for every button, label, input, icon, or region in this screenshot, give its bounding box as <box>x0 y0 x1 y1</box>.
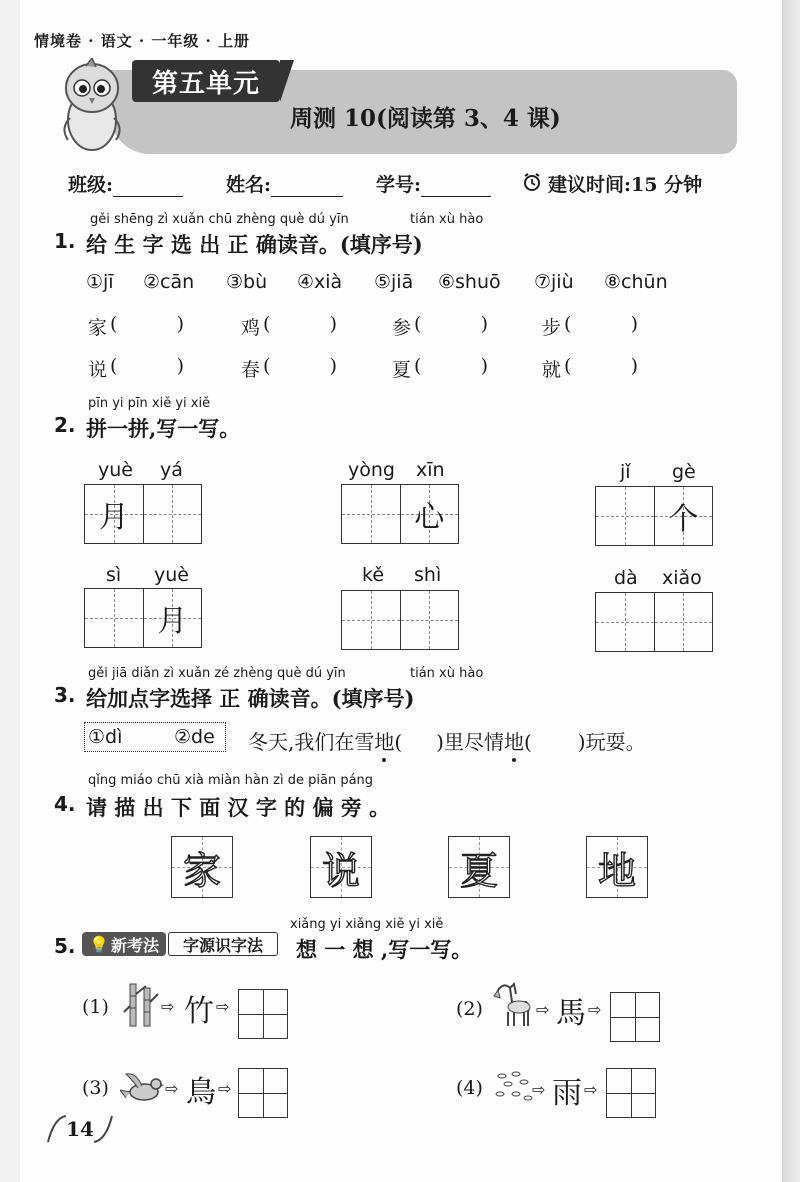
q3-sentence-part: )里尽情 <box>436 730 504 754</box>
q4-trace-box[interactable] <box>448 836 510 898</box>
q1-option: ②cān <box>143 271 195 293</box>
q2-given-char <box>401 591 459 649</box>
arrow-right-icon: ⇨ <box>165 1079 179 1098</box>
q1-answer-blank[interactable]: ( ) <box>414 313 488 335</box>
q2-pinyin-syllable: yá <box>160 459 183 481</box>
q1-option: ⑥shuō <box>438 271 501 293</box>
q3-option: ①dì <box>88 726 123 748</box>
q2-given-char <box>596 593 654 651</box>
q2-given-char: 月 <box>98 500 129 535</box>
arrow-right-icon: ⇨ <box>588 1000 602 1019</box>
q5-ancient-form: 雨 <box>552 1076 582 1111</box>
q2-pinyin-syllable: yuè <box>154 564 189 586</box>
page-edge-shadow <box>782 0 800 1182</box>
q1-char: 参 <box>392 317 412 339</box>
q5-answer-box[interactable] <box>238 1068 288 1118</box>
q1-answer-blank[interactable]: ( ) <box>110 313 184 335</box>
q2-given-char <box>596 487 654 545</box>
q5-item-label: (3) <box>82 1077 109 1099</box>
horse-picture-icon <box>490 980 534 1030</box>
running-head: 情境卷 · 语文 · 一年级 · 上册 <box>34 32 251 50</box>
q2-pinyin-syllable: gè <box>672 461 696 483</box>
bamboo-picture-icon <box>122 982 160 1028</box>
q3-pinyin-tail: tián xù hào <box>410 666 484 681</box>
q1-char: 家 <box>88 317 108 339</box>
q1-char: 步 <box>542 317 562 339</box>
q5-answer-box[interactable] <box>610 992 660 1042</box>
q1-answer-blank[interactable]: ( ) <box>414 355 488 377</box>
q2-writing-grid[interactable] <box>84 588 202 648</box>
q3-sentence <box>248 726 646 755</box>
q5-instruction: 想 一 想 ,写一写。 <box>296 937 473 962</box>
q4-number: 4. <box>54 792 76 816</box>
q3-number: 3. <box>54 683 76 707</box>
bird-mascot-icon <box>56 58 128 154</box>
q2-number: 2. <box>54 413 76 437</box>
id-blank[interactable] <box>421 177 491 197</box>
name-field[interactable] <box>226 170 343 197</box>
arrow-right-icon: ⇨ <box>218 1079 232 1098</box>
q2-writing-grid[interactable] <box>84 484 202 544</box>
q4-trace-box[interactable] <box>310 836 372 898</box>
class-label: 班级: <box>68 174 114 196</box>
q4-trace-box[interactable] <box>171 836 233 898</box>
q1-char: 说 <box>88 359 108 381</box>
q2-pinyin-syllable: dà <box>614 567 638 589</box>
q1-pinyin: gěi shēng zì xuǎn chū zhèng què dú yīn <box>90 212 349 227</box>
q5-answer-box[interactable] <box>606 1068 656 1118</box>
name-label: 姓名: <box>226 174 272 196</box>
q5-answer-box[interactable] <box>238 989 288 1039</box>
q3-dotted-char: 地 <box>374 726 394 755</box>
q2-given-char <box>342 591 400 649</box>
page-number: 14 <box>66 1117 94 1141</box>
q3-dotted-char: 地 <box>504 726 524 755</box>
class-blank[interactable] <box>113 177 183 197</box>
q1-char: 就 <box>542 359 562 381</box>
q4-instruction: 请 描 出 下 面 汉 字 的 偏 旁 。 <box>86 795 391 820</box>
q2-pinyin-syllable: jǐ <box>620 461 631 483</box>
arrow-right-icon: ⇨ <box>536 1000 550 1019</box>
name-blank[interactable] <box>271 177 343 197</box>
q1-answer-blank[interactable]: ( ) <box>263 355 337 377</box>
q1-option: ⑦jiù <box>534 271 574 293</box>
q1-instruction: 给 生 字 选 出 正 确读音。(填序号) <box>86 232 423 257</box>
q2-given-char <box>85 589 143 647</box>
arrow-right-icon: ⇨ <box>161 997 175 1016</box>
q2-pinyin-syllable: shì <box>414 564 442 586</box>
q1-char: 鸡 <box>241 317 261 339</box>
class-field[interactable] <box>68 170 183 197</box>
q2-given-char <box>144 485 202 543</box>
q5-ancient-form: 竹 <box>184 994 214 1029</box>
q3-paren-open: ( <box>523 730 532 754</box>
q2-given-char: 心 <box>414 500 445 535</box>
q2-pinyin-syllable: kě <box>362 564 385 586</box>
q2-pinyin-syllable: sì <box>106 564 122 586</box>
id-label: 学号: <box>376 174 422 196</box>
q1-option: ③bù <box>226 271 268 293</box>
q1-answer-blank[interactable]: ( ) <box>564 355 638 377</box>
id-field[interactable] <box>376 170 491 197</box>
q2-given-char: 月 <box>157 604 188 639</box>
q2-writing-grid[interactable] <box>341 484 459 544</box>
q4-trace-char: 夏 <box>459 848 498 893</box>
q1-option: ⑧chūn <box>604 271 668 293</box>
q5-item-label: (4) <box>456 1077 483 1099</box>
q1-pinyin-tail: tián xù hào <box>410 212 484 227</box>
new-method-label: 新考法 <box>110 935 159 955</box>
q5-ancient-form: 馬 <box>556 996 586 1031</box>
q2-given-char: 个 <box>668 502 699 537</box>
q3-paren-open: ( <box>394 730 403 754</box>
q2-writing-grid[interactable] <box>595 486 713 546</box>
q2-pinyin-syllable: xīn <box>416 459 445 481</box>
q4-trace-char: 家 <box>182 848 221 893</box>
q1-answer-blank[interactable]: ( ) <box>263 313 337 335</box>
q1-option: ①jī <box>86 271 114 293</box>
q2-pinyin-syllable: yuè <box>98 459 133 481</box>
arrow-right-icon: ⇨ <box>216 997 230 1016</box>
raindrops-picture-icon <box>494 1070 534 1104</box>
q2-writing-grid[interactable] <box>341 590 459 650</box>
arrow-right-icon: ⇨ <box>532 1080 546 1099</box>
method-type-badge: 字源识字法 <box>168 932 278 956</box>
q4-trace-box[interactable] <box>586 836 648 898</box>
q1-char: 夏 <box>392 359 412 381</box>
lightbulb-icon: 💡 <box>89 934 109 954</box>
q2-given-char <box>655 593 713 651</box>
arrow-right-icon: ⇨ <box>584 1080 598 1099</box>
q3-sentence-part: 冬天,我们在雪 <box>248 730 375 754</box>
q2-writing-grid[interactable] <box>595 592 713 652</box>
q4-trace-char: 说 <box>321 848 360 893</box>
q5-pinyin: xiǎng yi xiǎng xiě yi xiě <box>290 917 444 932</box>
q3-sentence-part: )玩耍。 <box>577 730 646 754</box>
q3-pinyin: gěi jiā diǎn zì xuǎn zé zhèng què dú yīn <box>88 666 346 681</box>
alarm-clock-icon <box>522 172 542 192</box>
time-hint: 建议时间:15 分钟 <box>548 174 703 196</box>
q2-pinyin-syllable: yòng <box>348 459 395 481</box>
q2-instruction: 拼一拼,写一写。 <box>86 416 241 441</box>
new-method-badge <box>82 932 166 956</box>
bird-picture-icon <box>120 1068 164 1108</box>
q4-pinyin: qǐng miáo chū xià miàn hàn zì de piān páng <box>88 773 374 788</box>
q5-number: 5. <box>54 934 76 958</box>
q1-option: ⑤jiā <box>374 271 414 293</box>
q1-option: ④xià <box>297 271 343 293</box>
q2-pinyin: pīn yi pīn xiě yi xiě <box>88 396 211 411</box>
page-title: 周测 10(阅读第 3、4 课) <box>290 105 561 132</box>
q5-item-label: (2) <box>456 998 483 1020</box>
q5-ancient-form: 鳥 <box>186 1075 216 1110</box>
q3-option: ②de <box>174 726 215 748</box>
q2-given-char <box>342 485 400 543</box>
q1-char: 春 <box>241 359 261 381</box>
q1-answer-blank[interactable]: ( ) <box>564 313 638 335</box>
q3-instruction: 给加点字选择 正 确读音。(填序号) <box>86 686 415 711</box>
unit-label: 第五单元 <box>132 60 280 102</box>
q1-answer-blank[interactable]: ( ) <box>110 355 184 377</box>
q5-item-label: (1) <box>82 996 109 1018</box>
q2-pinyin-syllable: xiǎo <box>662 567 702 589</box>
q1-number: 1. <box>54 229 76 253</box>
q4-trace-char: 地 <box>597 848 636 893</box>
